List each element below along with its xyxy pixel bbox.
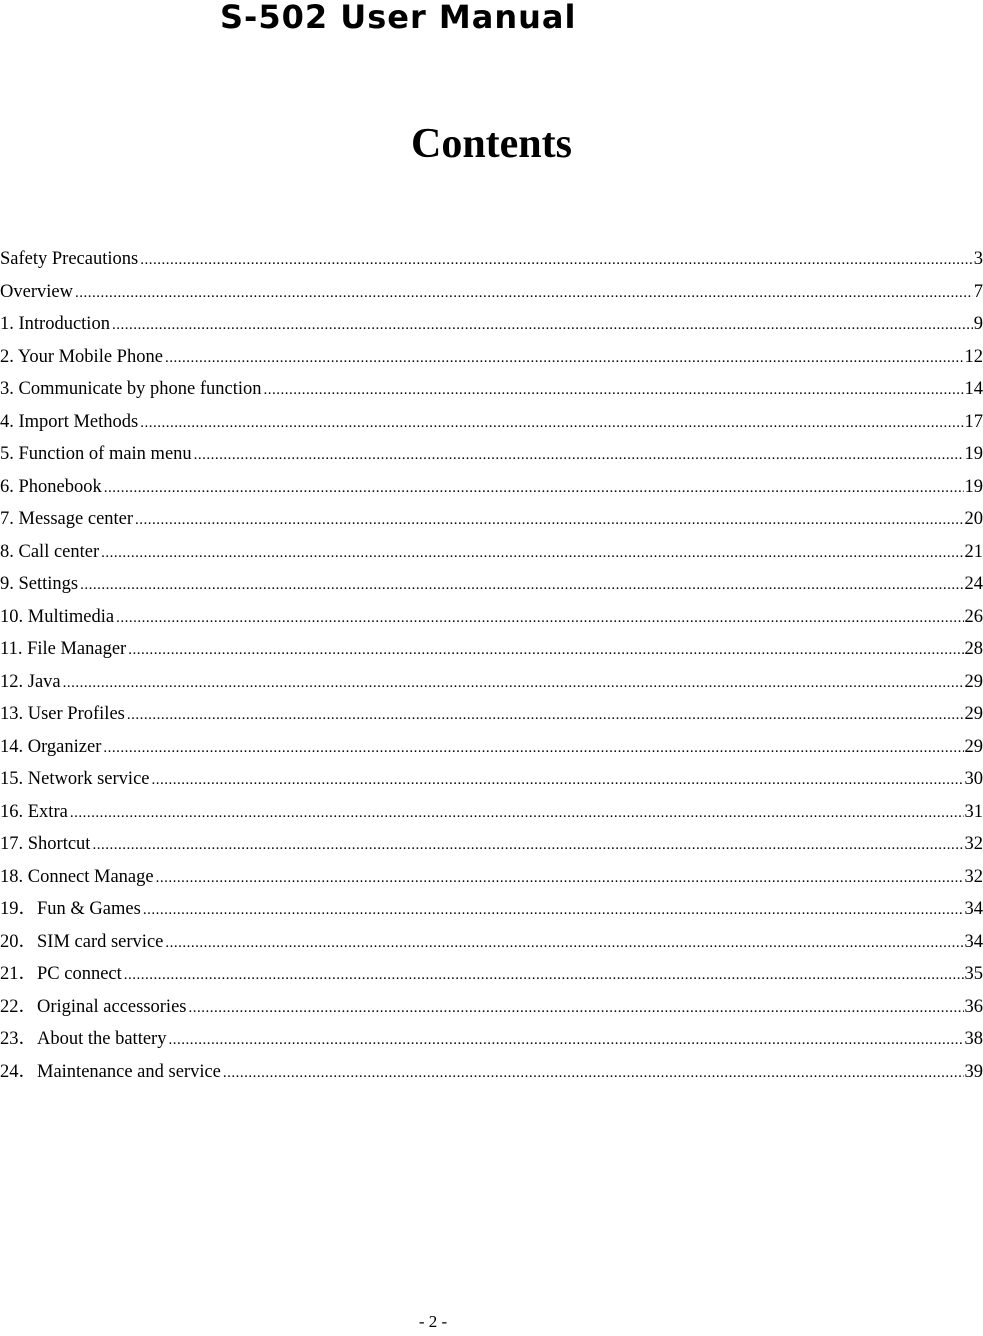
document-title: S-502 User Manual — [220, 0, 577, 36]
toc-entry-page: 38 — [964, 1029, 983, 1049]
toc-entry-page: 26 — [964, 606, 983, 627]
toc-dot-leader — [80, 573, 963, 598]
toc-entry-title: 23．About the battery — [0, 1029, 167, 1049]
toc-entry-title: 15. Network service — [0, 769, 150, 789]
toc-entry[interactable] — [0, 475, 983, 508]
toc-dot-leader — [152, 768, 964, 793]
toc-entry[interactable] — [0, 832, 983, 865]
toc-dot-leader — [140, 411, 963, 436]
toc-entry-page: 19 — [964, 444, 983, 464]
toc-entry-page: 32 — [964, 834, 983, 854]
toc-dot-leader — [188, 996, 963, 1021]
toc-dot-leader — [103, 736, 963, 761]
toc-entry[interactable] — [0, 637, 983, 670]
toc-entry[interactable] — [0, 670, 983, 703]
table-of-contents — [0, 247, 983, 1092]
toc-entry-page: 35 — [964, 964, 983, 984]
toc-dot-leader — [165, 346, 964, 371]
toc-entry-page: 29 — [964, 736, 983, 757]
toc-entry-title: 10. Multimedia — [0, 606, 115, 627]
toc-entry-page: 28 — [964, 639, 983, 659]
toc-entry-page: 29 — [964, 704, 983, 724]
toc-entry-title: 12. Java — [0, 671, 61, 692]
toc-entry[interactable] — [0, 345, 983, 378]
toc-entry-title: 6. Phonebook — [0, 476, 102, 497]
toc-entry-page: 39 — [964, 1061, 983, 1082]
toc-entry[interactable] — [0, 767, 983, 800]
toc-entry-title: 2. Your Mobile Phone — [0, 346, 163, 367]
toc-entry-page: 36 — [964, 996, 983, 1017]
toc-entry[interactable] — [0, 280, 983, 313]
toc-entry-page: 14 — [964, 379, 983, 399]
toc-entry-page: 30 — [964, 769, 983, 789]
toc-entry[interactable] — [0, 930, 983, 963]
toc-entry[interactable] — [0, 247, 983, 280]
toc-entry-title: 19．Fun & Games — [0, 899, 141, 919]
toc-entry-title: 11. File Manager — [0, 639, 127, 659]
toc-dot-leader — [168, 1028, 963, 1053]
toc-entry-title: 21．PC connect — [0, 964, 122, 984]
toc-entry-title: 18. Connect Manage — [0, 866, 154, 887]
toc-entry-page: 34 — [964, 931, 983, 952]
toc-entry[interactable] — [0, 540, 983, 573]
toc-dot-leader — [124, 963, 964, 988]
toc-entry-title: 24．Maintenance and service — [0, 1061, 221, 1082]
toc-entry[interactable] — [0, 572, 983, 605]
toc-dot-leader — [104, 476, 964, 501]
toc-dot-leader — [127, 703, 964, 728]
toc-dot-leader — [128, 638, 963, 663]
toc-dot-leader — [101, 541, 963, 566]
toc-entry-page: 7 — [973, 281, 983, 302]
toc-entry-title: Safety Precautions — [0, 249, 139, 269]
toc-entry-page: 24 — [964, 574, 983, 594]
toc-entry-page: 17 — [964, 411, 983, 432]
toc-entry-page: 20 — [964, 509, 983, 529]
toc-entry-title: 7. Message center — [0, 509, 134, 529]
toc-entry[interactable] — [0, 865, 983, 898]
toc-dot-leader — [143, 898, 964, 923]
toc-entry-title: 13. User Profiles — [0, 704, 125, 724]
toc-entry-title: 8. Call center — [0, 541, 100, 562]
toc-entry[interactable] — [0, 995, 983, 1028]
toc-dot-leader — [116, 606, 963, 631]
toc-dot-leader — [165, 931, 963, 956]
toc-entry[interactable] — [0, 962, 983, 995]
toc-dot-leader — [92, 833, 963, 858]
toc-dot-leader — [223, 1061, 964, 1086]
toc-entry-page: 3 — [973, 249, 983, 269]
toc-entry-title: Overview — [0, 281, 73, 302]
toc-entry[interactable] — [0, 605, 983, 638]
toc-entry[interactable] — [0, 1027, 983, 1060]
toc-entry-page: 32 — [964, 866, 983, 887]
contents-heading: Contents — [410, 121, 572, 167]
toc-dot-leader — [112, 313, 973, 338]
toc-entry-title: 16. Extra — [0, 801, 68, 822]
toc-dot-leader — [63, 671, 964, 696]
page-number: - 2 - — [418, 1312, 448, 1331]
toc-entry-title: 9. Settings — [0, 574, 79, 594]
toc-entry[interactable] — [0, 1060, 983, 1093]
toc-entry-title: 1. Introduction — [0, 314, 110, 334]
toc-entry-page: 19 — [964, 476, 983, 497]
toc-dot-leader — [75, 281, 973, 306]
toc-entry[interactable] — [0, 800, 983, 833]
toc-entry[interactable] — [0, 735, 983, 768]
toc-entry[interactable] — [0, 312, 983, 345]
toc-entry-title: 4. Import Methods — [0, 411, 139, 432]
toc-dot-leader — [156, 866, 964, 891]
toc-entry-title: 14. Organizer — [0, 736, 102, 757]
toc-entry-page: 29 — [964, 671, 983, 692]
toc-entry-title: 22．Original accessories — [0, 996, 187, 1017]
toc-entry-page: 9 — [973, 314, 983, 334]
toc-entry-page: 34 — [964, 899, 983, 919]
toc-entry[interactable] — [0, 702, 983, 735]
toc-entry[interactable] — [0, 442, 983, 475]
toc-dot-leader — [264, 378, 964, 403]
toc-dot-leader — [140, 248, 973, 273]
toc-dot-leader — [70, 801, 964, 826]
toc-entry-title: 5. Function of main menu — [0, 444, 192, 464]
toc-entry-title: 3. Communicate by phone function — [0, 379, 262, 399]
toc-dot-leader — [135, 508, 963, 533]
toc-entry-page: 21 — [964, 541, 983, 562]
toc-entry-page: 12 — [964, 346, 983, 367]
toc-entry-title: 20．SIM card service — [0, 931, 164, 952]
toc-dot-leader — [194, 443, 964, 468]
toc-entry[interactable] — [0, 507, 983, 540]
toc-entry[interactable] — [0, 897, 983, 930]
toc-entry-title: 17. Shortcut — [0, 834, 91, 854]
toc-entry[interactable] — [0, 410, 983, 443]
toc-entry-page: 31 — [964, 801, 983, 822]
toc-entry[interactable] — [0, 377, 983, 410]
